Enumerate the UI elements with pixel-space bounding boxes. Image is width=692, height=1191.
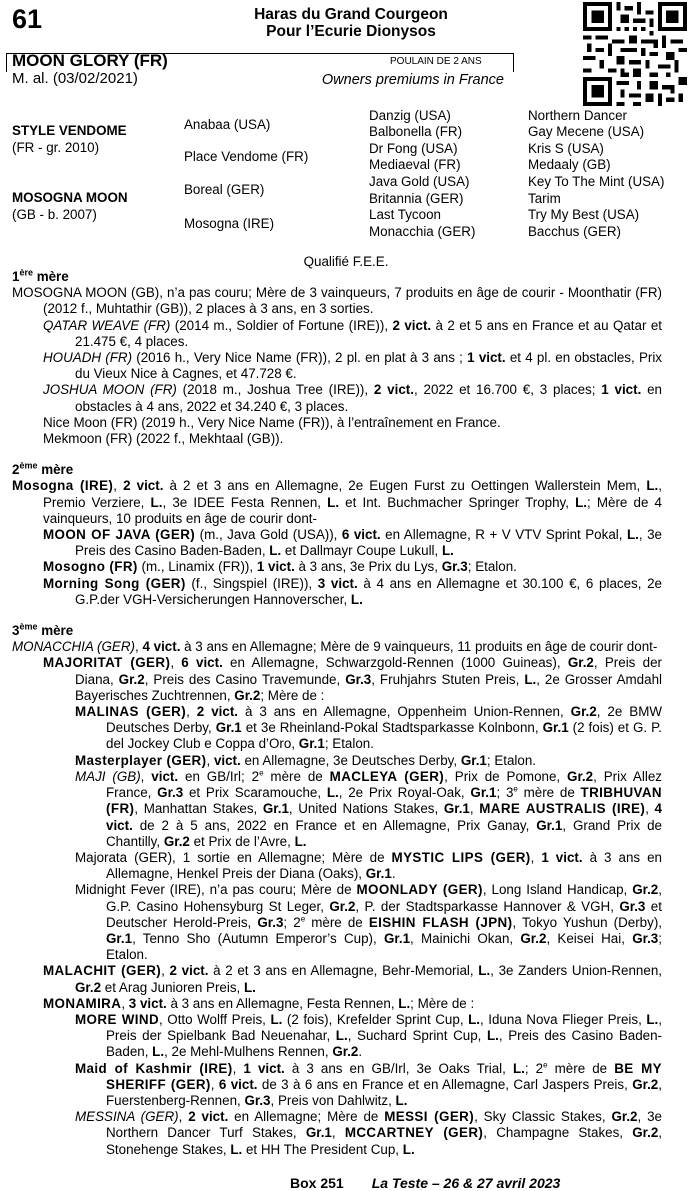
third-dam-grandproduce: MESSINA (GER), 2 vict. en Allemagne; Mère de MESSI (GER), Sky Classic Stakes, Gr.2, 3e Northern Dancer Turf Stakes, Gr.1, MCCARTNEY (GER), Champagne Stakes, Gr.2, Stonehenge Stakes, L. et HH The President Cup, L. <box>75 1109 663 1157</box>
third-dam-grandproduce: MAJI (GB), vict. en GB/Irl; 2e mère de MACLEYA (GER), Prix de Pomone, Gr.2, Prix Allez France, Gr.3 et Prix Scaramouche, L., 2e Prix Royal-Oak, Gr.1; 3e mère de TRIBHUVAN (FR), Manhattan Stakes, Gr.1, United Nations Stakes, Gr.1, MARE AUSTRALIS (IRE), 4 vict. de 2 à 5 ans, 2022 en France et en Allemagne, Prix Ganay, Gr.1, Grand Prix de Chantilly, Gr.2 et Prix de l’Avre, L. <box>75 768 662 849</box>
third-dam-grandproduce: MORE WIND, Otto Wolff Preis, L. (2 fois), Krefelder Sprint Cup, L., Iduna Nova Flieger Preis, L., Preis der Spielbank Bad Neuenahar, L., Suchard Sprint Cup, L., Preis des Casino Baden-Baden, L., 2e Mehl-Mulhens Rennen, Gr.2. <box>75 1011 663 1060</box>
second-dam-entry: Mosogna (IRE), 2 vict. à 2 et 3 ans en Allemagne, 2e Eugen Furst zu Oettingen Wallerstein Mem, L., Premio Verziere, L., 3e IDEE Festa Rennen, L. et Int. Buchmacher Springer Trophy, L.; Mère de 4 vainqueurs, 10 produits en âge de courir dont- <box>12 478 663 526</box>
pedigree-gen4-item: Bacchus (GER) <box>528 224 622 239</box>
horse-category: POULAIN DE 2 ANS <box>390 56 482 67</box>
pedigree-gen4-item: Key To The Mint (USA) <box>528 174 665 189</box>
owners-premiums-note: Owners premiums in France <box>321 72 504 88</box>
third-dam-grandproduce: MALINAS (GER), 2 vict. à 3 ans en Allemagne, Oppenheim Union-Rennen, Gr.2, 2e BMW Deutsches Derby, Gr.1 et 3e Rheinland-Pokal Stadtsparkasse Kolnbonn, Gr.1 (2 fois) et G. P. del Jockey Club e Coppa d’Oro, Gr.1; Etalon. <box>75 704 663 752</box>
third-dam-produce: MONAMIRA, 3 vict. à 3 ans en Allemagne, Festa Rennen, L.; Mère de : <box>43 995 475 1011</box>
pedigree-gen4-item: Northern Dancer <box>528 108 627 123</box>
pedigree-gen2-item: Anabaa (USA) <box>184 117 271 132</box>
third-dam-grandproduce: Majorata (GER), 1 sortie en Allemagne; Mère de MYSTIC LIPS (GER), 1 vict. à 3 ans en Allemagne, Henkel Preis der Diana (Oaks), Gr.1. <box>75 849 662 882</box>
pedigree-gen4-item: Tarim <box>528 191 561 206</box>
first-dam-produce: QATAR WEAVE (FR) (2014 m., Soldier of Fortune (IRE)), 2 vict. à 2 et 5 ans en France et au Qatar et 21.475 €, 4 places. <box>43 317 663 349</box>
second-dam-produce: Mosogno (FR) (m., Linamix (FR)), 1 vict. à 3 ans, 3e Prix du Lys, Gr.3; Etalon. <box>43 559 517 575</box>
section-heading-first-dam: 1ère mère <box>12 267 69 284</box>
box-number: Box 251 <box>290 1175 344 1191</box>
lot-number: 61 <box>12 4 43 34</box>
qualification-note: Qualifié F.E.E. <box>303 254 389 269</box>
dam-name: MOSOGNA MOON <box>12 190 128 205</box>
first-dam-entry: MOSOGNA MOON (GB), n’a pas couru; Mère de 3 vainqueurs, 7 produits en âge de courir - Moonthatir (FR) (2012 f., Muhtathir (GB)), 2 places à 3 ans, en 3 sorties. <box>12 285 662 317</box>
pedigree-gen2-item: Place Vendome (FR) <box>184 149 309 164</box>
horse-name: MOON GLORY (FR) <box>12 51 168 70</box>
third-dam-grandproduce: Maid of Kashmir (IRE), 1 vict. à 3 ans en GB/Irl, 3e Oaks Trial, L.; 2e mère de BE MY SHERIFF (GER), 6 vict. de 3 à 6 ans en France et en Allemagne, Carl Jaspers Preis, Gr.2, Fuerstenberg-Rennen, Gr.3, Preis von Dahlwitz, L. <box>75 1060 662 1108</box>
first-dam-produce: Nice Moon (FR) (2019 h., Very Nice Name (FR)), à l’entraînement en France. <box>43 414 501 430</box>
pedigree-gen3-item: Dr Fong (USA) <box>369 141 458 156</box>
pedigree-gen3-item: Danzig (USA) <box>369 108 451 123</box>
pedigree-gen3-item: Balbonella (FR) <box>369 124 463 139</box>
third-dam-grandproduce: Midnight Fever (IRE), n’a pas couru; Mère de MOONLADY (GER), Long Island Handicap, Gr.2, G.P. Casino Hohensyburg St Leger, Gr.2, P. der Stadtsparkasse Hannover & VGH, Gr.3 et Deutscher Herold-Preis, Gr.3; 2e mère de EISHIN FLASH (JPN), Tokyo Yushun (Derby), Gr.1, Tenno Sho (Autumn Emperor’s Cup), Gr.1, Mainichi Okan, Gr.2, Keisei Hai, Gr.3; Etalon. <box>75 882 662 963</box>
pedigree-gen3-item: Mediaeval (FR) <box>369 157 461 172</box>
section-heading-third-dam: 3ème mère <box>12 621 74 639</box>
consignor-line-2: Pour l’Ecurie Dionysos <box>266 23 436 40</box>
third-dam-produce: MAJORITAT (GER), 6 vict. en Allemagne, Schwarzgold-Rennen (1000 Guineas), Gr.2, Preis der Diana, Gr.2, Preis des Casino Travemunde, Gr.3, Fruhjahrs Stuten Preis, L., 2e Grosser Amdahl Bayerisches Zuchtrennen, Gr.2; Mère de : <box>43 655 662 703</box>
third-dam-grandproduce: Masterplayer (GER), vict. en Allemagne, 3e Deutsches Derby, Gr.1; Etalon. <box>75 752 537 768</box>
third-dam-produce: MALACHIT (GER), 2 vict. à 2 et 3 ans en Allemagne, Behr-Memorial, L., 3e Zanders Union-Rennen, Gr.2 et Arag Junioren Preis, L. <box>43 963 662 995</box>
horse-birth: M. al. (03/02/2021) <box>12 70 138 87</box>
section-heading-second-dam: 2ème mère <box>12 460 74 478</box>
pedigree-gen3-item: Last Tycoon <box>369 207 441 222</box>
first-dam-produce: JOSHUA MOON (FR) (2018 m., Joshua Tree (IRE)), 2 vict., 2022 et 16.700 €, 3 places; 1 vict. en obstacles à 4 ans, 2022 et 34.240 €, 3 places. <box>43 382 663 414</box>
pedigree-gen2-item: Boreal (GER) <box>184 182 265 197</box>
third-dam-entry: MONACCHIA (GER), 4 vict. à 3 ans en Allemagne; Mère de 9 vainqueurs, 11 produits en âge de courir dont- <box>12 639 658 655</box>
produce-record <box>12 269 662 1158</box>
second-dam-produce: Morning Song (GER) (f., Singspiel (IRE)), 3 vict. à 4 ans en Allemagne et 30.100 €, 6 places, 2e G.P.der VGH-Versicherungen Hannoverscher, L. <box>43 575 663 607</box>
first-dam-produce: Mekmoon (FR) (2022 f., Mekhtaal (GB)). <box>43 431 284 447</box>
pedigree-gen4-item: Kris S (USA) <box>528 141 604 156</box>
pedigree-gen2-item: Mosogna (IRE) <box>184 216 275 231</box>
sire-name: STYLE VENDOME <box>12 123 127 138</box>
dam-detail: (GB - b. 2007) <box>12 207 97 222</box>
footer <box>290 1175 560 1191</box>
pedigree-gen3-item: Britannia (GER) <box>369 191 464 206</box>
pedigree-gen3-item: Java Gold (USA) <box>369 174 470 189</box>
pedigree-gen4-item: Medaaly (GB) <box>528 157 611 172</box>
pedigree-gen4-item: Try My Best (USA) <box>528 207 640 222</box>
pedigree-gen3-item: Monacchia (GER) <box>369 224 476 239</box>
first-dam-produce: HOUADH (FR) (2016 h., Very Nice Name (FR)), 2 pl. en plat à 3 ans ; 1 vict. et 4 pl. en obstacles, Prix du Vieux Nice à Cagnes, et 47.728 €. <box>43 350 663 382</box>
consignor-line-1: Haras du Grand Courgeon <box>254 6 448 23</box>
second-dam-produce: MOON OF JAVA (GER) (m., Java Gold (USA)), 6 vict. en Allemagne, R + V VTV Sprint Pokal, L., 3e Preis des Casino Baden-Baden, L. et Dallmayr Coupe Lukull, L. <box>43 527 662 559</box>
sire-detail: (FR - gr. 2010) <box>12 140 100 155</box>
sale-venue-dates: La Teste – 26 & 27 avril 2023 <box>371 1175 561 1191</box>
pedigree-gen4-item: Gay Mecene (USA) <box>528 124 645 139</box>
qr-code-icon <box>583 2 687 106</box>
consignor <box>180 6 522 40</box>
